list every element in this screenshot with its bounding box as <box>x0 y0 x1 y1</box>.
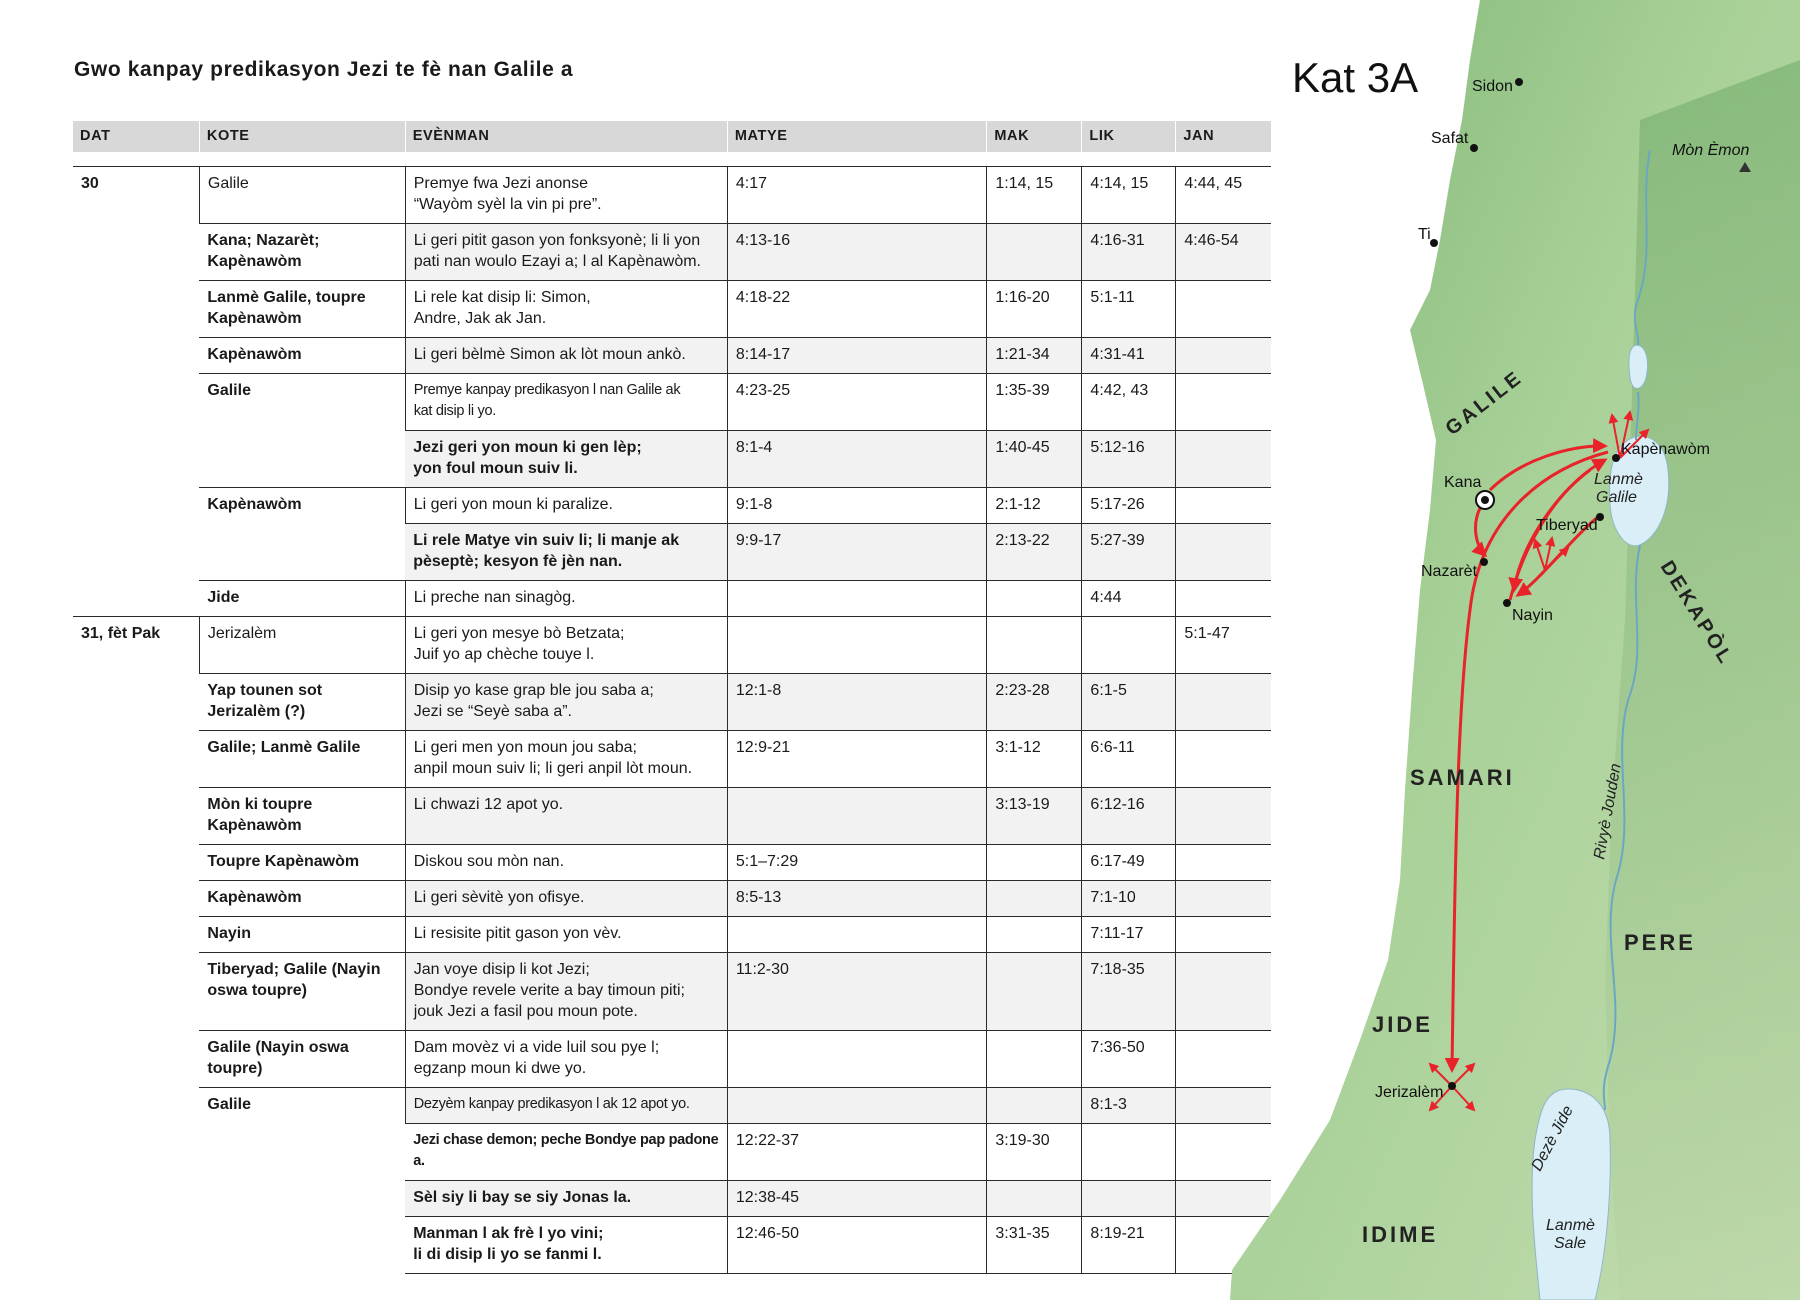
dot-nayin <box>1503 599 1511 607</box>
label-lanme-sale-1: Lanmè <box>1546 1217 1595 1234</box>
location-cell: Jide <box>199 581 405 617</box>
label-jide: JIDE <box>1372 1012 1433 1037</box>
dot-sidon <box>1515 78 1523 86</box>
lik-cell: 4:42, 43 <box>1082 374 1176 431</box>
schedule-table-wrap <box>73 121 1271 1274</box>
event-line: Dam movèz vi a vide luil sou pye l; <box>413 1039 660 1056</box>
table-row <box>73 917 1271 953</box>
lik-cell: 5:27-39 <box>1082 524 1176 581</box>
label-samari: SAMARI <box>1410 765 1515 790</box>
lik-cell: 4:44 <box>1082 581 1176 617</box>
event-line: “Wayòm syèl la vin pi pre”. <box>413 196 602 213</box>
matye-cell: 4:17 <box>727 167 987 224</box>
event-cell <box>405 224 727 281</box>
matye-cell: 8:5-13 <box>727 881 987 917</box>
mak-cell <box>987 881 1082 917</box>
event-cell <box>405 731 727 788</box>
matye-cell: 11:2-30 <box>727 953 987 1031</box>
matye-cell <box>727 1088 987 1124</box>
lik-cell: 4:16-31 <box>1082 224 1176 281</box>
event-cell <box>405 917 727 953</box>
event-line: li di disip li yo se fanmi l. <box>413 1246 602 1263</box>
label-mon-emon: Mòn Èmon <box>1672 142 1750 159</box>
label-jerizalem: Jerizalèm <box>1375 1084 1444 1101</box>
lik-cell: 6:6-11 <box>1082 731 1176 788</box>
event-line: Premye fwa Jezi anonse <box>413 175 589 192</box>
event-line: Jezi geri yon moun ki gen lèp; <box>413 439 642 456</box>
jan-cell: 4:46-54 <box>1176 224 1271 281</box>
location-cell: Galile <box>199 1088 405 1274</box>
event-line: Li chwazi 12 apot yo. <box>413 796 564 813</box>
mak-cell <box>987 581 1082 617</box>
header-matye: MATYE <box>727 121 987 152</box>
table-row <box>73 788 1271 845</box>
event-cell <box>405 1181 727 1217</box>
dot-ti <box>1430 239 1438 247</box>
header-kote: KOTE <box>199 121 405 152</box>
lik-cell: 6:17-49 <box>1082 845 1176 881</box>
event-cell <box>405 1217 727 1274</box>
dot-jerizalem <box>1448 1082 1456 1090</box>
event-cell <box>405 488 727 524</box>
event-line: jouk Jezi a fasil pou moun pote. <box>413 1003 638 1020</box>
label-idime: IDIME <box>1362 1222 1439 1247</box>
event-line: Jezi se “Seyè saba a”. <box>413 703 572 720</box>
label-lanme-sale-2: Sale <box>1554 1235 1587 1252</box>
matye-cell: 9:1-8 <box>727 488 987 524</box>
event-line: Li preche nan sinagòg. <box>413 589 576 606</box>
matye-cell: 4:23-25 <box>727 374 987 431</box>
mak-cell: 2:13-22 <box>987 524 1082 581</box>
event-line: egzanp moun ki dwe yo. <box>413 1060 587 1077</box>
lik-cell: 5:1-11 <box>1082 281 1176 338</box>
matye-cell: 8:1-4 <box>727 431 987 488</box>
matye-cell: 12:38-45 <box>727 1181 987 1217</box>
event-line: Li geri bèlmè Simon ak lòt moun ankò. <box>413 346 686 363</box>
matye-cell <box>727 617 987 674</box>
event-line: Li geri pitit gason yon fonksyonè; li li yon <box>413 232 701 249</box>
mak-cell <box>987 617 1082 674</box>
location-cell: Yap tounen sot Jerizalèm (?) <box>199 674 405 731</box>
location-cell: Toupre Kapènawòm <box>199 845 405 881</box>
table-row <box>73 881 1271 917</box>
table-spacer <box>73 152 1271 167</box>
matye-cell: 5:1–7:29 <box>727 845 987 881</box>
table-row <box>73 338 1271 374</box>
mak-cell <box>987 224 1082 281</box>
event-line: Disip yo kase grap ble jou saba a; <box>413 682 654 699</box>
matye-cell: 12:46-50 <box>727 1217 987 1274</box>
event-line: Bondye revele verite a bay timoun piti; <box>413 982 685 999</box>
event-cell <box>405 617 727 674</box>
event-line: Jezi chase demon; peche Bondye pap padone a. <box>413 1132 719 1169</box>
location-cell: Mòn ki toupre Kapènawòm <box>199 788 405 845</box>
mak-cell: 1:14, 15 <box>987 167 1082 224</box>
event-cell <box>405 338 727 374</box>
schedule-table <box>73 121 1271 1274</box>
event-line: Diskou sou mòn nan. <box>413 853 565 870</box>
event-line: Juif yo ap chèche touye l. <box>413 646 595 663</box>
event-cell <box>405 674 727 731</box>
location-cell: Kapènawòm <box>199 488 405 581</box>
header-dat: DAT <box>73 121 199 152</box>
map <box>1230 0 1800 1300</box>
label-galile: GALILE <box>1441 366 1528 440</box>
jan-cell: 5:1-47 <box>1176 617 1271 674</box>
label-nazaret: Nazarèt <box>1421 563 1478 580</box>
location-cell: Lanmè Galile, toupre Kapènawòm <box>199 281 405 338</box>
header-mak: MAK <box>987 121 1082 152</box>
label-rivye-jouden: Rivyè Jouden <box>1591 762 1625 861</box>
lik-cell <box>1082 1124 1176 1181</box>
mak-cell: 1:21-34 <box>987 338 1082 374</box>
event-cell <box>405 1031 727 1088</box>
date-cell: 30 <box>73 167 199 617</box>
event-cell <box>405 167 727 224</box>
event-line: Li geri sèvitè yon ofisye. <box>413 889 585 906</box>
event-line: Li resisite pitit gason yon vèv. <box>413 925 622 942</box>
mak-cell: 1:40-45 <box>987 431 1082 488</box>
table-header-row <box>73 121 1271 152</box>
location-cell: Galile <box>199 374 405 488</box>
location-cell: Galile <box>199 167 405 224</box>
event-line: anpil moun suiv li; li geri anpil lòt moun. <box>413 760 693 777</box>
location-cell: Nayin <box>199 917 405 953</box>
location-cell: Kapènawòm <box>199 338 405 374</box>
table-row <box>73 224 1271 281</box>
event-cell <box>405 431 727 488</box>
lik-cell: 6:1-5 <box>1082 674 1176 731</box>
matye-cell: 12:9-21 <box>727 731 987 788</box>
event-line: Premye kanpay predikasyon l nan Galile ak <box>413 382 681 398</box>
table-row <box>73 488 1271 524</box>
event-line: yon foul moun suiv li. <box>413 460 578 477</box>
lik-cell: 7:18-35 <box>1082 953 1176 1031</box>
table-row <box>73 1031 1271 1088</box>
mak-cell: 3:31-35 <box>987 1217 1082 1274</box>
label-lanme-galile-2: Galile <box>1596 489 1637 506</box>
matye-cell: 12:22-37 <box>727 1124 987 1181</box>
location-cell: Kana; Nazarèt; Kapènawòm <box>199 224 405 281</box>
table-row <box>73 845 1271 881</box>
event-line: Dezyèm kanpay predikasyon l ak 12 apot yo. <box>413 1096 690 1112</box>
event-line: Jan voye disip li kot Jezi; <box>413 961 590 978</box>
mak-cell <box>987 953 1082 1031</box>
header-evenman: EVÈNMAN <box>405 121 727 152</box>
matye-cell <box>727 581 987 617</box>
event-line: Li geri yon mesye bò Betzata; <box>413 625 625 642</box>
mak-cell <box>987 1088 1082 1124</box>
matye-cell: 4:13-16 <box>727 224 987 281</box>
event-cell <box>405 374 727 431</box>
event-line: Li geri yon moun ki paralize. <box>413 496 613 513</box>
event-line: pèseptè; kesyon fè jèn nan. <box>413 553 623 570</box>
event-line: Li rele Matye vin suiv li; li manje ak <box>413 532 680 549</box>
label-ti: Ti <box>1418 226 1431 243</box>
location-cell: Tiberyad; Galile (Nayin oswa toupre) <box>199 953 405 1031</box>
date-cell: 31, fèt Pak <box>73 617 199 1274</box>
label-sidon: Sidon <box>1472 78 1513 95</box>
lik-cell: 8:1-3 <box>1082 1088 1176 1124</box>
lik-cell: 7:36-50 <box>1082 1031 1176 1088</box>
location-cell: Galile (Nayin oswa toupre) <box>199 1031 405 1088</box>
label-nayin: Nayin <box>1512 607 1553 624</box>
event-line: Li geri men yon moun jou saba; <box>413 739 637 756</box>
label-lanme-galile-1: Lanmè <box>1594 471 1643 488</box>
table-row <box>73 731 1271 788</box>
mak-cell: 1:16-20 <box>987 281 1082 338</box>
table-row <box>73 674 1271 731</box>
matye-cell <box>727 788 987 845</box>
matye-cell <box>727 917 987 953</box>
event-line: Manman l ak frè l yo vini; <box>413 1225 604 1242</box>
map-title: Kat 3A <box>1292 54 1419 101</box>
lake-hula <box>1629 345 1648 389</box>
lik-cell: 4:14, 15 <box>1082 167 1176 224</box>
matye-cell: 9:9-17 <box>727 524 987 581</box>
event-cell <box>405 953 727 1031</box>
label-dekapol: DEKAPÒL <box>1655 556 1738 670</box>
matye-cell: 8:14-17 <box>727 338 987 374</box>
lik-cell: 7:11-17 <box>1082 917 1176 953</box>
mak-cell <box>987 1031 1082 1088</box>
event-line: pati nan woulo Ezayi a; l al Kapènawòm. <box>413 253 701 270</box>
lik-cell <box>1082 617 1176 674</box>
label-kapenawom: Kapènawòm <box>1621 441 1710 458</box>
mak-cell <box>987 1181 1082 1217</box>
label-safat: Safat <box>1431 130 1469 147</box>
table-row <box>73 953 1271 1031</box>
location-cell: Galile; Lanmè Galile <box>199 731 405 788</box>
mak-cell: 1:35-39 <box>987 374 1082 431</box>
table-row <box>73 167 1271 224</box>
lik-cell: 5:17-26 <box>1082 488 1176 524</box>
label-pere: PERE <box>1624 930 1696 955</box>
mak-cell: 2:23-28 <box>987 674 1082 731</box>
dot-nazaret <box>1480 558 1488 566</box>
event-line: Sèl siy li bay se siy Jonas la. <box>413 1189 632 1206</box>
event-cell <box>405 1124 727 1181</box>
event-cell <box>405 524 727 581</box>
event-cell <box>405 881 727 917</box>
mak-cell <box>987 917 1082 953</box>
event-cell <box>405 845 727 881</box>
location-cell: Jerizalèm <box>199 617 405 674</box>
header-jan: JAN <box>1176 121 1271 152</box>
event-cell <box>405 581 727 617</box>
lik-cell <box>1082 1181 1176 1217</box>
matye-cell: 4:18-22 <box>727 281 987 338</box>
lik-cell: 5:12-16 <box>1082 431 1176 488</box>
event-cell <box>405 281 727 338</box>
mak-cell: 3:19-30 <box>987 1124 1082 1181</box>
table-body <box>73 152 1271 1274</box>
dot-kapenawom <box>1612 454 1620 462</box>
event-line: kat disip li yo. <box>413 403 496 419</box>
event-line: Li rele kat disip li: Simon, <box>413 289 591 306</box>
lik-cell: 8:19-21 <box>1082 1217 1176 1274</box>
lik-cell: 7:1-10 <box>1082 881 1176 917</box>
mak-cell: 3:1-12 <box>987 731 1082 788</box>
header-lik: LIK <box>1082 121 1176 152</box>
lik-cell: 6:12-16 <box>1082 788 1176 845</box>
page-title: Gwo kanpay predikasyon Jezi te fè nan Galile a <box>74 58 574 81</box>
label-tiberyad: Tiberyad <box>1536 517 1598 534</box>
kana-marker <box>1476 491 1494 509</box>
matye-cell <box>727 1031 987 1088</box>
location-cell: Kapènawòm <box>199 881 405 917</box>
lik-cell: 4:31-41 <box>1082 338 1176 374</box>
event-cell <box>405 788 727 845</box>
event-line: Andre, Jak ak Jan. <box>413 310 547 327</box>
label-deze-jide: Dezè Jide <box>1528 1103 1577 1174</box>
dot-safat <box>1470 144 1478 152</box>
mak-cell <box>987 845 1082 881</box>
table-row <box>73 374 1271 431</box>
label-kana: Kana <box>1444 474 1482 491</box>
table-row <box>73 281 1271 338</box>
table-row <box>73 581 1271 617</box>
mak-cell: 2:1-12 <box>987 488 1082 524</box>
jan-cell: 4:44, 45 <box>1176 167 1271 224</box>
table-row <box>73 1088 1271 1124</box>
mak-cell: 3:13-19 <box>987 788 1082 845</box>
event-cell <box>405 1088 727 1124</box>
matye-cell: 12:1-8 <box>727 674 987 731</box>
table-row <box>73 617 1271 674</box>
